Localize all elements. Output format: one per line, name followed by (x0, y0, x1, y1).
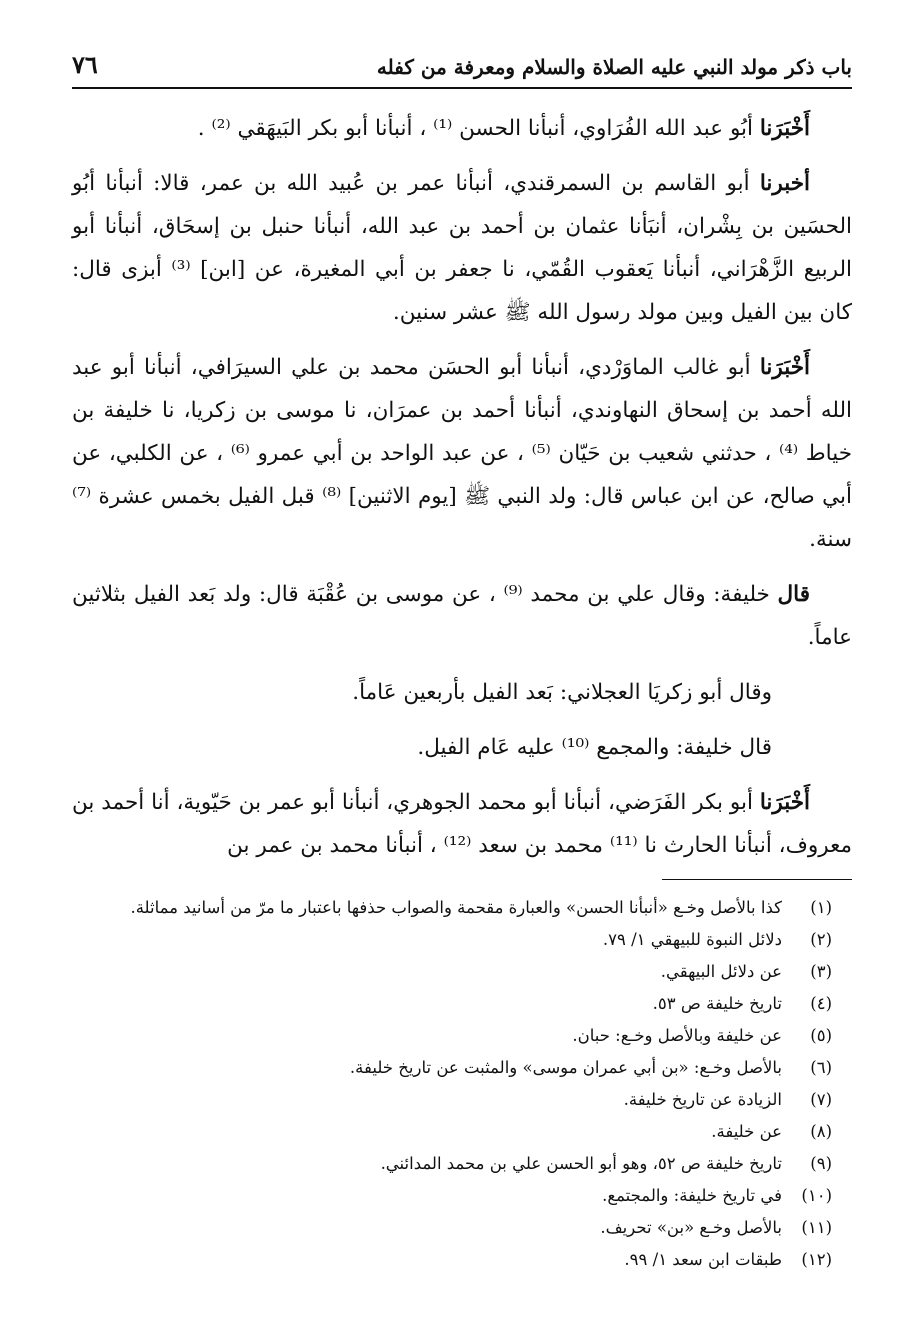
paragraph-text: أبو غالب الماوَرْدي، أنبأنا أبو الحسَن محمد بن علي السيرَافي، أنبأنا أبو عبد الله أحمد بن إسحاق النهاوندي، أنبأنا أحمد بن عمرَان، نا موسى بن زكريا، نا خليفة بن خياط ⁽⁴⁾ ، حدثني شعيب بن حَيّان ⁽⁵⁾ ، عن عبد الواحد بن أبي عمرو ⁽⁶⁾ ، عن الكلبي، عن أبي صالح، عن ابن عباس قال: ولد النبي ﷺ [يوم الاثنين] ⁽⁸⁾ قبل الفيل بخمس عشرة ⁽⁷⁾ سنة. (72, 355, 853, 552)
footnote (72, 1244, 832, 1276)
book-page (72, 50, 852, 1276)
paragraph-lead-word: قال (777, 582, 810, 607)
footnote-text: بالأصل وخـع: «بن أبي عمران موسى» والمثبت عن تاريخ خليفة. (349, 1058, 782, 1077)
footnote (72, 956, 832, 988)
footnote-text: كذا بالأصل وخـع «أنبأنا الحسن» والعبارة مقحمة والصواب حذفها باعتبار ما مرّ من أسانيد مماثلة. (130, 898, 782, 917)
footnote-number: (١) (810, 898, 832, 917)
footnote-text: عن خليفة وبالأصل وخـع: حبان. (572, 1026, 782, 1045)
footnote (72, 1052, 832, 1084)
footnote-number: (٤) (810, 994, 832, 1013)
main-text (72, 107, 852, 867)
paragraph (72, 162, 852, 334)
paragraph-text: قال خليفة: والمجمع ⁽¹⁰⁾ عليه عَام الفيل. (417, 735, 772, 760)
footnote (72, 1116, 832, 1148)
footnote-text: طبقات ابن سعد ١/ ٩٩. (624, 1250, 782, 1269)
footnote (72, 988, 832, 1020)
paragraph-lead-word: أَخْبَرَنا (759, 355, 810, 380)
footnote (72, 892, 832, 924)
footnote-number: (١٢) (801, 1250, 832, 1269)
footnote-number: (٣) (810, 962, 832, 981)
footnote-text: عن دلائل البيهقي. (660, 962, 782, 981)
footnote-number: (٧) (810, 1090, 832, 1109)
page-header (72, 50, 852, 89)
paragraph-text: أبو القاسم بن السمرقندي، أنبأنا عمر بن عُبيد الله بن عمر، قالا: أنبأنا أبُو الحسَين بن بِشْران، أنبَأنا عثمان بن أحمد بن عبد الله، أنبأنا حنبل بن إسحَاق، أنبأنا أبو الربيع الزَّهْرَاني، أنبأنا يَعقوب القُمّي، نا جعفر بن أبي المغيرة، عن [ابن] ⁽³⁾ أبزى قال: كان بين الفيل وبين مولد رسول الله ﷺ عشر سنين. (72, 171, 852, 325)
paragraph-text: وقال أبو زكريَا العجلاني: بَعد الفيل بأربعين عَاماً. (352, 680, 772, 705)
footnote-text: عن خليفة. (711, 1122, 782, 1141)
footnote-number: (٦) (810, 1058, 832, 1077)
footnote-separator (662, 879, 852, 880)
paragraph (72, 346, 852, 561)
paragraph-lead-word: أَخْبَرَنا (759, 116, 810, 141)
footnote-text: تاريخ خليفة ص ٥٣. (652, 994, 782, 1013)
footnote-text: في تاريخ خليفة: والمجتمع. (602, 1186, 782, 1205)
running-title: باب ذكر مولد النبي عليه الصلاة والسلام ومعرفة من كفله (376, 55, 852, 79)
footnotes (72, 892, 852, 1276)
footnote-number: (٥) (810, 1026, 832, 1045)
footnote-number: (٢) (810, 930, 832, 949)
paragraph-text: أبُو عبد الله الفُرَاوي، أنبأنا الحسن ⁽¹⁾ ، أنبأنا أبو بكر البَيهَقي ⁽²⁾ . (197, 116, 760, 141)
paragraph (72, 671, 852, 714)
paragraph (72, 573, 852, 659)
paragraph-text: أبو بكر الفَرَضي، أنبأنا أبو محمد الجوهري، أنبأنا أبو عمر بن حَيّوية، أنا أحمد بن معروف، أنبأنا الحارث نا ⁽¹¹⁾ محمد بن سعد ⁽¹²⁾ ، أنبأنا محمد بن عمر بن (72, 790, 852, 858)
paragraph-text: خليفة: وقال علي بن محمد ⁽⁹⁾ ، عن موسى بن عُقْبَة قال: ولد بَعد الفيل بثلاثين عاماً. (72, 582, 852, 650)
footnote (72, 924, 832, 956)
footnote-number: (١١) (801, 1218, 832, 1237)
page-number: ٧٦ (72, 50, 98, 79)
footnote (72, 1148, 832, 1180)
footnote (72, 1020, 832, 1052)
footnote-text: دلائل النبوة للبيهقي ١/ ٧٩. (602, 930, 782, 949)
paragraph (72, 781, 852, 867)
footnote-text: تاريخ خليفة ص ٥٢، وهو أبو الحسن علي بن محمد المدائني. (380, 1154, 782, 1173)
footnote (72, 1212, 832, 1244)
paragraph-lead-word: أخبرنا (759, 171, 810, 196)
footnote-number: (٩) (810, 1154, 832, 1173)
footnote-text: الزيادة عن تاريخ خليفة. (623, 1090, 782, 1109)
paragraph-lead-word: أَخْبَرَنا (759, 790, 810, 815)
paragraph (72, 726, 852, 769)
footnote (72, 1084, 832, 1116)
footnote-text: بالأصل وخـع «بن» تحريف. (600, 1218, 782, 1237)
footnote-number: (٨) (810, 1122, 832, 1141)
footnote (72, 1180, 832, 1212)
paragraph (72, 107, 852, 150)
footnote-number: (١٠) (801, 1186, 832, 1205)
